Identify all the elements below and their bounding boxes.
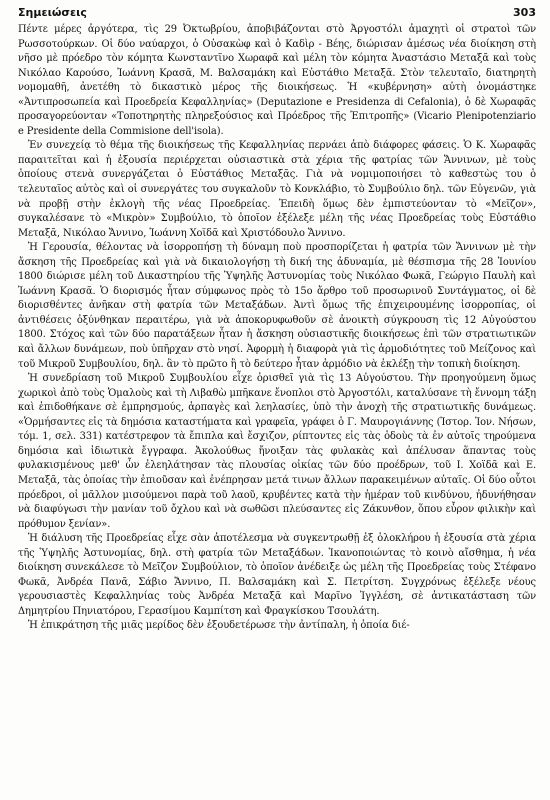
running-title: Σημειώσεις (18, 6, 87, 19)
paragraph: Ἡ ἐπικράτηση τῆς μιᾶς μερίδος δὲν ἐξουδετέρωσε τὴν ἀντίπαλη, ἡ ὁποία διέ- (28, 620, 410, 632)
page-number: 303 (513, 6, 536, 19)
paragraph: Ἐν συνεχείᾳ τὸ θέμα τῆς διοικήσεως τῆς Κεφαλληνίας περνάει ἀπὸ διάφορες φάσεις. Ὁ Κ. Χωραφᾶς παραιτεῖται καὶ ἡ ἐξουσία περιέρχεται οὐσιαστικὰ στὰ χέρια τῆς φατρίας τῶν Ἄννινων, μὲ τοὺς ὁποίους στενὰ συνεργάζεται ὁ Εὐστάθιος Μεταξᾶς. Γιὰ νὰ νομιμοποιήσει τὸ καθεστὼς του ὁ τελευταῖος αὐτὸς καὶ οἱ συνεργάτες του συγκαλοῦν τὸ Κονκλάβιο, τὸ Συμβούλιο δηλ. τῶν Εὐγενῶν, γιὰ νὰ προβῇ στὴν ἐκλογὴ τῆς νέας Προεδρείας. Ἐπειδὴ ὅμως δὲν ἐμπιστεύονταν τὸ «Μεῖζον», συγκαλέσανε τὸ «Μικρὸν» Συμβούλιο, τὸ ὁποῖον ἐξέλεξε μέλη τῆς νέας Προεδρείας τοὺς Εὐστάθιο Μεταξᾶ, Νικόλαο Ἄννινο, Ἰωάννη Χοϊδᾶ καὶ Χριστόδουλο Ἄννινο. (18, 140, 536, 239)
page-header (18, 6, 536, 19)
paragraph: Ἡ συνεδρίαση τοῦ Μικροῦ Συμβουλίου εἶχε ὁρισθεῖ γιὰ τὶς 13 Αὐγούστου. Τὴν προηγούμενη ὅμως χωρικοὶ ἀπὸ τοὺς Ὁμαλοὺς καὶ τὴ Λιβαθὼ μπῆκανε ἔνοπλοι στὸ Ἀργοστόλι, καταλύσανε τὴ ἔννομη τάξη καὶ ἐπιδοθήκανε σὲ ἐμπρησμούς, ἁρπαγὲς καὶ λεηλασίες, ὑπὸ τὴν ἀνοχὴ τῆς στρατιωτικῆς δυνάμεως. «Ὁρμήσαντες εἰς τὰ δημόσια καταστήματα καὶ γραφεῖα, γράφει ὁ Γ. Μαυρογιάννης (Ἱστορ. Ἰον. Νήσων, τόμ. 1, σελ. 331) κατέστρεφον τὰ ἔπιπλα καὶ ἔσχιζον, ρίπτοντες εἰς τὰς ὁδοὺς τὰ ἐν αὐτοῖς τηρούμενα δημόσια καὶ ἰδιωτικὰ ἔγγραφα. Ἀκολούθως ἤνοιξαν τὰς φυλακὰς καὶ ἀπέλυσαν ἅπαντας τοὺς φυλακισμένους μεθ' ὧν ἐλεηλάτησαν τὰς πλουσίας οἰκίας τῶν δύο προέδρων, τοῦ Ι. Χοϊδᾶ καὶ Ε. Μεταξᾶ, τὰς ὁποίας τὴν ἐπιοῦσαν καὶ ἐνέπρησαν μετά τινων ἄλλων παρακειμένων αὐταῖς. Οἱ δύο οὗτοι πρόεδροι, οἱ μᾶλλον μισούμενοι παρὰ τοῦ λαοῦ, κρυβέντες κατὰ τὴν ἡμέραν τοῦ κινδύνου, ἠδυνήθησαν νὰ διαφύγωσι τὴν μανίαν τοῦ ὄχλου καὶ νὰ σωθῶσι πλεύσαντες εἰς Ζάκυνθον, ὅπου εὗρον φιλικὴν καὶ πρόθυμον ξενίαν». (18, 373, 536, 530)
paragraph: Ἡ Γερουσία, θέλοντας νὰ ἰσορροπήσῃ τὴ δύναμη ποὺ προσπορίζεται ἡ φατρία τῶν Ἄννινων μὲ τὴν ἄσκηση τῆς Προεδρείας καὶ γιὰ νὰ δικαιολογήσῃ τὴ δική της ἀδυναμία, μὲ θέσπισμα τῆς 28 Ἰουνίου 1800 διώρισε μέλη τοῦ Δικαστηρίου τῆς Ὑψηλῆς Ἀστυνομίας τοὺς Νικόλαο Φωκᾶ, Γεώργιο Παυλὴ καὶ Ἰωάννη Κρασᾶ. Ὁ διορισμός ἦταν σύμφωνος πρὸς τὸ 15ο ἄρθρο τοῦ προσωρινοῦ Συντάγματος, οἱ δὲ διορισθέντες ἀνῆκαν στὴ φατρία τῶν Μεταξάδων. Ἀντὶ ὅμως τῆς ἐπιχειρουμένης ἰσορροπίας, οἱ ἀντιθέσεις ὀξύνθηκαν περαιτέρω, γιὰ νὰ ἀποκορυφωθοῦν σὲ ἀνοικτὴ σύγκρουση τὶς 12 Αὐγούστου 1800. Στόχος καὶ τῶν δύο παρατάξεων ἦταν ἡ ἄσκηση οὐσιαστικῆς διοικήσεως ἐπὶ τῶν στρατιωτικῶν καὶ ἄλλων δυνάμεων, ποὺ ὑπῆρχαν στὸ νησί. Ἀφορμὴ ἡ διαφορὰ γιὰ τὶς ἁρμοδιότητες τοῦ Μείζονος καὶ τοῦ Μικροῦ Συμβουλίου, δηλ. ἂν τὸ πρῶτο ἢ τὸ δεύτερο ἦταν ἁρμόδιο νὰ ἐκλέξῃ τὴν τοπικὴ διοίκηση. (18, 242, 536, 370)
paragraph: Ἡ διάλυση τῆς Προεδρείας εἶχε σὰν ἀποτέλεσμα νὰ συγκεντρωθῇ ἐξ ὁλοκλήρου ἡ ἐξουσία στὰ χέρια τῆς Ὑψηλῆς Ἀστυνομίας, δηλ. στὴ φατρία τῶν Μεταξάδων. Ἱκανοποιώντας τὸ κοινὸ αἴσθημα, ἡ νέα διοίκηση συνεκάλεσε τὸ Μεῖζον Συμβούλιον, τὸ ὁποῖον ἀνέδειξε ὡς μέλη τῆς Προεδρείας τοὺς Στέφανο Φωκᾶ, Ἀνδρέα Πανᾶ, Σάβιο Ἄννινο, Π. Βαλσαμάκη καὶ Σ. Πετρίτση. Συγχρόνως ἐξέλεξε νέους γερουσιαστὲς Κεφαλληνίας τοὺς Ἀνδρέα Μεταξᾶ καὶ Μαρῖνο Ἰγγλέση, σὲ ἀντικατάσταση τῶν Δημητρίου Πηνιατόρου, Γερασίμου Καμπίτση καὶ Φραγκίσκου Τσουλάτη. (18, 533, 536, 617)
paragraph: Πέντε μέρες ἀργότερα, τὶς 29 Ὀκτωβρίου, ἀποβιβάζονται στὸ Ἀργοστόλι ἀμαχητὶ οἱ στρατοὶ τῶν Ρωσσοτούρκων. Οἱ δύο ναύαρχοι, ὁ Οὐσακὼφ καὶ ὁ Καδὶρ - Βέης, διώρισαν ἀμέσως νέα διοίκηση στὴ νῆσο μὲ πρόεδρο τὸν κόμητα Κωνσταντῖνο Χωραφᾶ καὶ μέλη τὸν κόμητα Ἀναστάσιο Μεταξᾶ καὶ τοὺς Νικόλαο Καρούσο, Ἰωάννη Κρασᾶ, Μ. Βαλσαμάκη καὶ Εὐστάθιο Μεταξᾶ. Στὸν τελευταῖο, διατηρητὴ νομομαθῆ, ἀνετέθη τὸ δικαστικὸ μέρος τῆς διοικήσεως. Ἡ «κυβέρνηση» αὐτὴ ὀνομάστηκε «Ἀντιπροσωπεία καὶ Προεδρεία Κεφαλληνίας» (Deputazione e Presidenza di Cefalonia), ὁ δὲ Χωραφᾶς προσαγορεύονταν «Τοποτηρητὴς πληρεξούσιος καὶ Πρόεδρος τῆς Ἐπιτροπῆς» (Vicario Plenipotenziario e Presidente della Commisione dell'isola). (18, 24, 536, 137)
page-body (18, 23, 536, 634)
